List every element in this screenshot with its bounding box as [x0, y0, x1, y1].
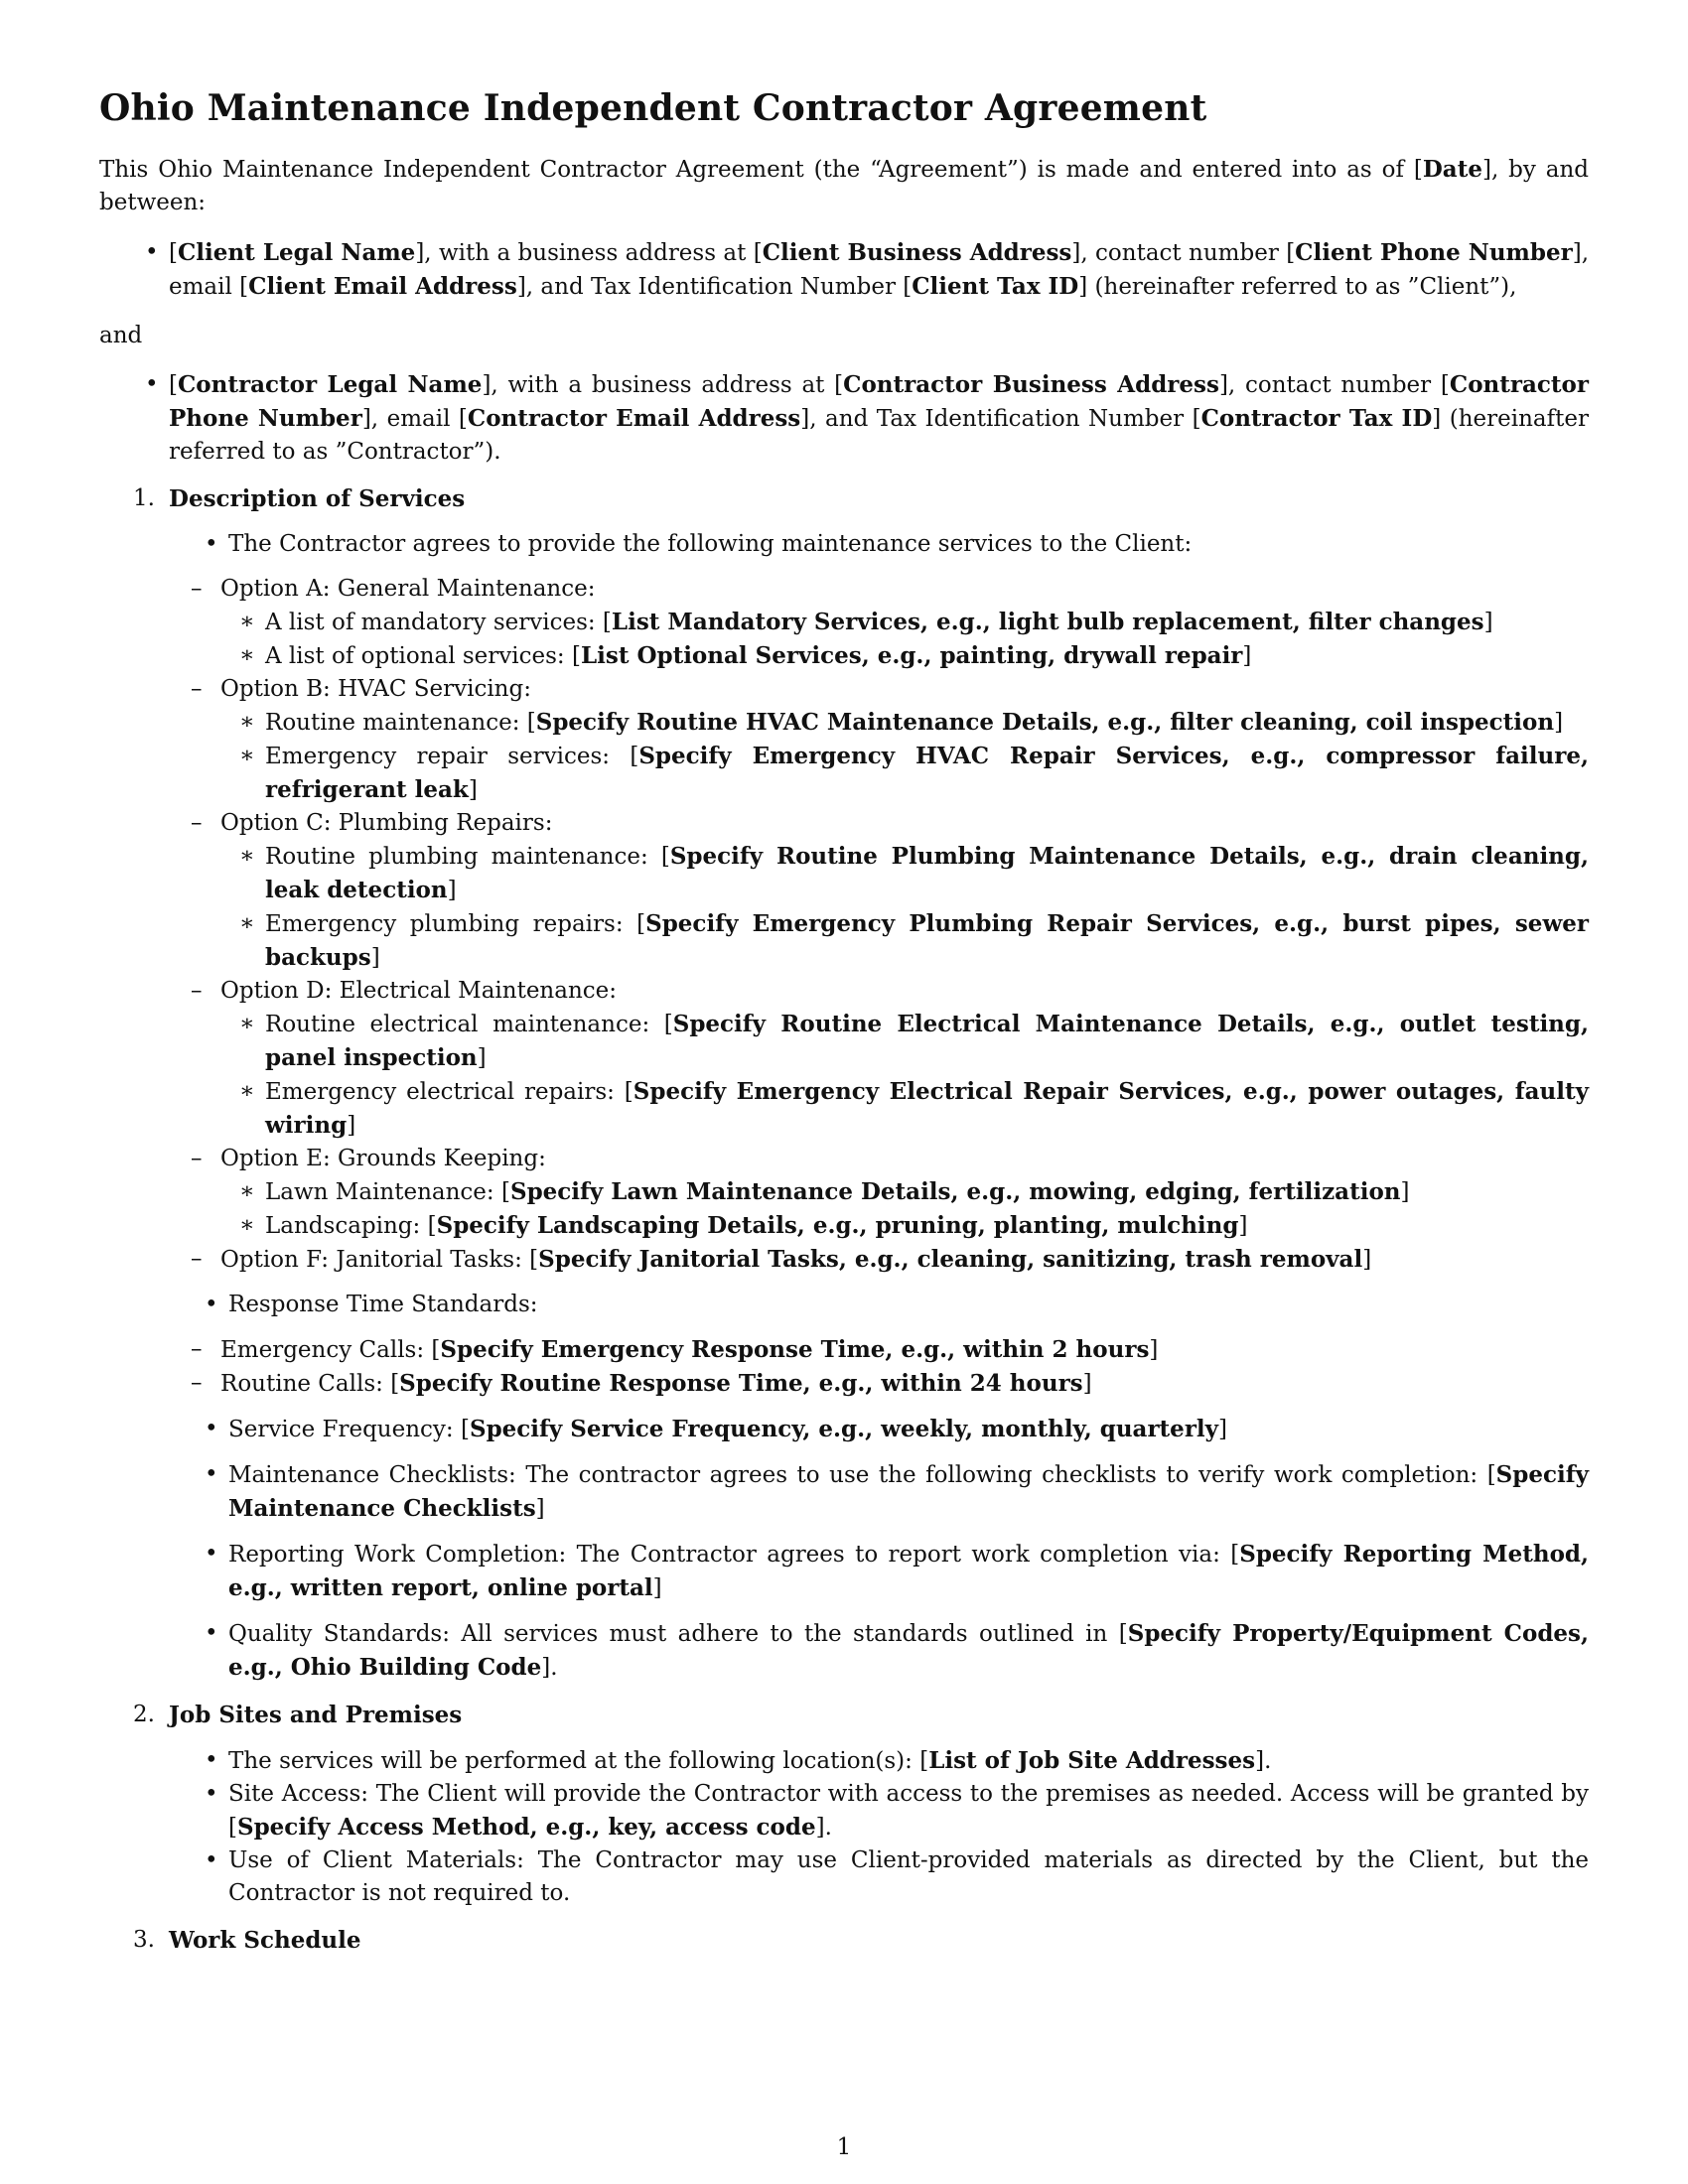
option-b-item: ∗ Emergency repair services: [Specify Emergency HVAC Repair Services, e.g., compressor failure, refrigerant leak] — [239, 743, 1589, 803]
page-number: 1 — [836, 2134, 852, 2160]
option-a-item: ∗ A list of mandatory services: [List Mandatory Services, e.g., light bulb replacement, filter changes] — [239, 609, 1493, 635]
client-materials: • Use of Client Materials: The Contractor may use Client-provided materials as directed by the Client, but the Contractor is not required to. — [205, 1847, 1589, 1906]
contractor-phone-placeholder: Contractor Phone Number — [169, 371, 1590, 432]
client-phone-placeholder: Client Phone Number — [1295, 239, 1573, 266]
option-a-item: ∗ A list of optional services: [List Optional Services, e.g., painting, drywall repair] — [239, 642, 1252, 669]
quality-standards: • Quality Standards: All services must adhere to the standards outlined in [Specify Property/Equipment Codes, e.g., Ohio Building Code]. — [205, 1620, 1589, 1681]
option-a: – Option A: General Maintenance: — [191, 576, 596, 602]
maintenance-checklists: • Maintenance Checklists: The contractor agrees to use the following checklists to verify work completion: [Specify Maintenance Checklists] — [205, 1461, 1589, 1522]
option-c-item: ∗ Emergency plumbing repairs: [Specify Emergency Plumbing Repair Services, e.g., burst pipes, sewer backups] — [239, 910, 1589, 971]
section-work-schedule — [133, 1924, 1589, 1958]
option-e-item: ∗ Landscaping: [Specify Landscaping Details, e.g., pruning, planting, mulching] — [239, 1212, 1248, 1239]
option-b: – Option B: HVAC Servicing: — [191, 676, 531, 702]
reporting-work-completion: • Reporting Work Completion: The Contractor agrees to report work completion via: [Specify Reporting Method, e.g., written report, online portal] — [205, 1541, 1589, 1601]
client-email-placeholder: Client Email Address — [248, 273, 517, 300]
bullet: • — [145, 239, 159, 265]
intro-text-end: ], by and between: — [99, 157, 1590, 215]
option-f: – Option F: Janitorial Tasks: [Specify Janitorial Tasks, e.g., cleaning, sanitizing, trash removal] — [191, 1246, 1372, 1273]
and-separator: and — [99, 323, 143, 348]
site-access: • Site Access: The Client will provide the Contractor with access to the premises as needed. Access will be granted by [Specify Access Method, e.g., key, access code]. — [205, 1781, 1589, 1841]
client-name-placeholder: Client Legal Name — [177, 239, 416, 266]
date-placeholder: Date — [1422, 156, 1482, 183]
client-party: • [Client Legal Name], with a business address at [Client Business Address], contact number [Client Phone Number], email [Client Email Address], and Tax Identification Number [Client Tax ID] (hereinafter referred to as ”Client”), — [169, 236, 1589, 304]
bullet: • — [145, 371, 159, 397]
contractor-name-placeholder: Contractor Legal Name — [177, 371, 483, 398]
section-number: 2. — [133, 1702, 155, 1727]
contractor-email-placeholder: Contractor Email Address — [467, 405, 801, 432]
contractor-party: • [Contractor Legal Name], with a business address at [Contractor Business Address], contact number [Contractor Phone Number], email [Contractor Email Address], and Tax Identification Number [Contractor Tax ID] (hereinafter referred to as ”Contractor”). — [169, 368, 1589, 469]
option-e: – Option E: Grounds Keeping: — [191, 1146, 546, 1171]
option-c-item: ∗ Routine plumbing maintenance: [Specify Routine Plumbing Maintenance Details, e.g., drain cleaning, leak detection] — [239, 843, 1589, 903]
option-d: – Option D: Electrical Maintenance: — [191, 978, 618, 1004]
routine-calls: – Routine Calls: [Specify Routine Response Time, e.g., within 24 hours] — [191, 1370, 1092, 1397]
emergency-calls: – Emergency Calls: [Specify Emergency Response Time, e.g., within 2 hours] — [191, 1336, 1159, 1363]
client-address-placeholder: Client Business Address — [762, 239, 1072, 266]
intro-paragraph — [99, 153, 1589, 219]
option-b-item: ∗ Routine maintenance: [Specify Routine HVAC Maintenance Details, e.g., filter cleaning, coil inspection] — [239, 709, 1564, 736]
option-d-item: ∗ Emergency electrical repairs: [Specify Emergency Electrical Repair Services, e.g., power outages, faulty wiring] — [239, 1078, 1589, 1139]
section-number: 3. — [133, 1927, 155, 1953]
section-description-of-services — [133, 482, 1589, 1685]
section-job-sites — [133, 1699, 1589, 1910]
section-title: Job Sites and Premises — [169, 1702, 463, 1728]
contractor-tax-placeholder: Contractor Tax ID — [1200, 405, 1433, 432]
section-title: Work Schedule — [169, 1927, 361, 1954]
intro-text: This Ohio Maintenance Independent Contractor Agreement (the “Agreement”) is made and entered into as of [ — [99, 157, 1423, 183]
job-site-locations: • The services will be performed at the following location(s): [List of Job Site Addresses]. — [205, 1747, 1272, 1774]
option-c: – Option C: Plumbing Repairs: — [191, 810, 553, 836]
section-title: Description of Services — [169, 485, 466, 512]
contractor-address-placeholder: Contractor Business Address — [843, 371, 1219, 398]
response-time-standards: • Response Time Standards: — [205, 1292, 538, 1317]
option-d-item: ∗ Routine electrical maintenance: [Specify Routine Electrical Maintenance Details, e.g., outlet testing, panel inspection] — [239, 1011, 1589, 1071]
services-intro: • The Contractor agrees to provide the following maintenance services to the Client: — [205, 531, 1193, 557]
service-frequency: • Service Frequency: [Specify Service Frequency, e.g., weekly, monthly, quarterly] — [205, 1416, 1228, 1442]
client-tax-placeholder: Client Tax ID — [912, 273, 1079, 300]
document-title: Ohio Maintenance Independent Contractor Agreement — [99, 87, 1207, 129]
option-e-item: ∗ Lawn Maintenance: [Specify Lawn Maintenance Details, e.g., mowing, edging, fertilization] — [239, 1178, 1410, 1205]
section-number: 1. — [133, 485, 155, 511]
